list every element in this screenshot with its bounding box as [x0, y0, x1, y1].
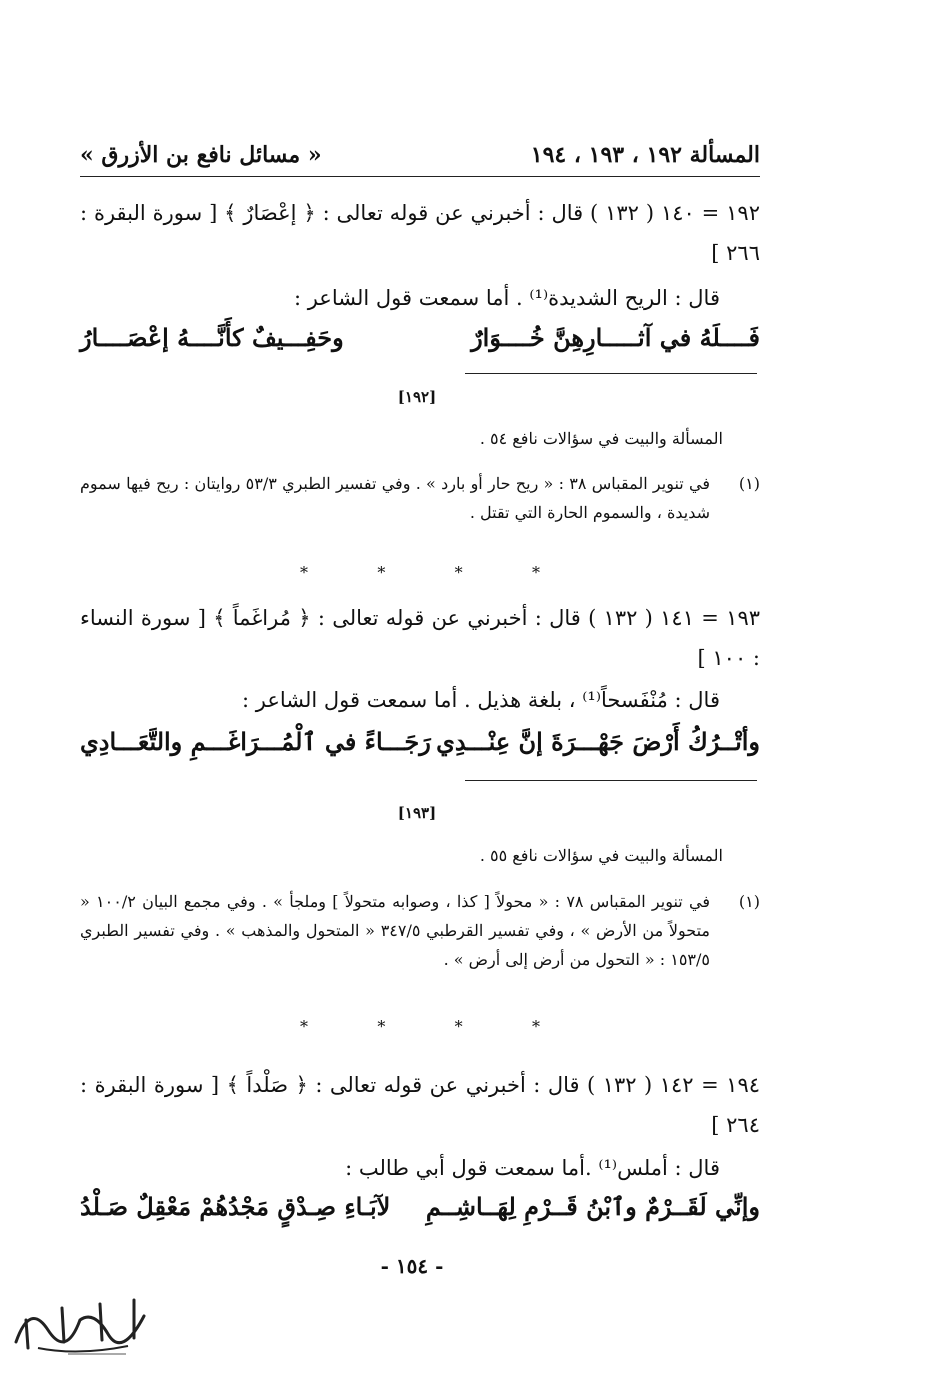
verse-192-first-hemistich: فَــــلَهُ في آثـــــارِهِنَّ خُــــوَارٌ [471, 323, 760, 352]
divider-star: * [300, 563, 308, 582]
page-number: - ١٥٤ - [380, 1254, 444, 1278]
verse-193-second-hemistich: رَجَـــاءً في ٱلْمُـــرَاغَـــمِ والتَّعَـــادِي [80, 727, 431, 756]
verse-192-second-hemistich: وحَفِـــيفٌ كأَنَّــــهُ إعْصَــــارُ [80, 323, 344, 352]
footnote-192 [80, 469, 760, 559]
question-193-answer: قال : مُنْفَسحاً⁽¹⁾ ، بلغة هذيل . أما سمعت قول الشاعر : [241, 688, 720, 712]
question-193-heading: ١٩٣ = ١٤١ ( ١٣٢ ) قال : أخبرني عن قوله تعالى : ﴿ مُراغَماً ﴾ [ سورة النساء : ١٠٠ ] [80, 606, 761, 670]
divider-star: * [377, 1017, 386, 1036]
divider-star: * [531, 1017, 540, 1036]
footnote-193-number: (١) [738, 892, 760, 911]
verse-193 [80, 727, 760, 773]
section-divider-stars [300, 1017, 540, 1036]
footnote-193 [80, 887, 760, 977]
footnote-separator [465, 373, 757, 374]
running-header [80, 140, 760, 177]
divider-star: * [300, 1017, 308, 1036]
footnote-192-number: (١) [738, 474, 760, 493]
question-192-heading: ١٩٢ = ١٤٠ ( ١٣٢ ) قال : أخبرني عن قوله تعالى : ﴿ إعْصَارٌ ﴾ [ سورة البقرة : ٢٦٦ ] [80, 201, 760, 265]
divider-star: * [377, 563, 386, 582]
verse-194 [80, 1192, 760, 1238]
header-question-numbers: المسألة ١٩٢ ، ١٩٣ ، ١٩٤ [530, 142, 760, 168]
calligraphy-logo [8, 1290, 156, 1360]
footnote-separator [465, 780, 757, 781]
divider-star: * [454, 563, 463, 582]
source-note-193: المسألة والبيت في سؤالات نافع ٥٥ . [479, 846, 723, 865]
verse-194-second-hemistich: لآبَـاءِ صِـدْقٍ مَجْدُهُمْ مَعْقِلٌ صَـلْدُ [80, 1192, 391, 1221]
divider-star: * [531, 563, 540, 582]
question-192-answer: قال : الريح الشديدة⁽¹⁾ . أما سمعت قول الشاعر : [293, 286, 720, 310]
source-note-192: المسألة والبيت في سؤالات نافع ٥٤ . [479, 429, 723, 448]
header-book-title: « مسائل نافع بن الأزرق » [80, 142, 322, 168]
section-divider-stars [300, 563, 540, 582]
source-tag-193: [١٩٣] [397, 804, 437, 822]
source-tag-192: [١٩٢] [397, 388, 437, 406]
verse-192 [80, 323, 760, 369]
verse-194-first-hemistich: وإنِّي لَقَــرْمٌ وٱبْنُ قَــرْمِ لِهَــاشِــمِ [425, 1192, 760, 1221]
footnote-193-text: في تنوير المقباس ٧٨ : « محولاً [ كذا ، وصوابه متحولاً ] وملجأ » . وفي مجمع البيان ١٠٠/٢ « متحولاً من الأرض » ، وفي تفسير القرطبي ٣٤٧/٥ « المتحول والمذهب » . وفي تفسير الطبري ١٥٣/٥ : « التحول من أرض إلى أرض » . [80, 892, 710, 969]
footnote-192-text: في تنوير المقباس ٣٨ : « ريح حار أو بارد » . وفي تفسير الطبري ٥٣/٣ روايتان : ريح فيها سموم شديدة ، والسموم الحارة التي تقتل . [80, 474, 711, 522]
divider-star: * [454, 1017, 463, 1036]
question-194-heading: ١٩٤ = ١٤٢ ( ١٣٢ ) قال : أخبرني عن قوله تعالى : ﴿ صَلْداً ﴾ [ سورة البقرة : ٢٦٤ ] [80, 1073, 761, 1137]
verse-193-first-hemistich: وأتْــرُكُ أَرْضَ جَهْـــرَةَ إنَّ عِنْـــدِي [436, 727, 760, 756]
question-194-answer: قال : أملس⁽¹⁾ .أما سمعت قول أبي طالب : [345, 1156, 720, 1180]
